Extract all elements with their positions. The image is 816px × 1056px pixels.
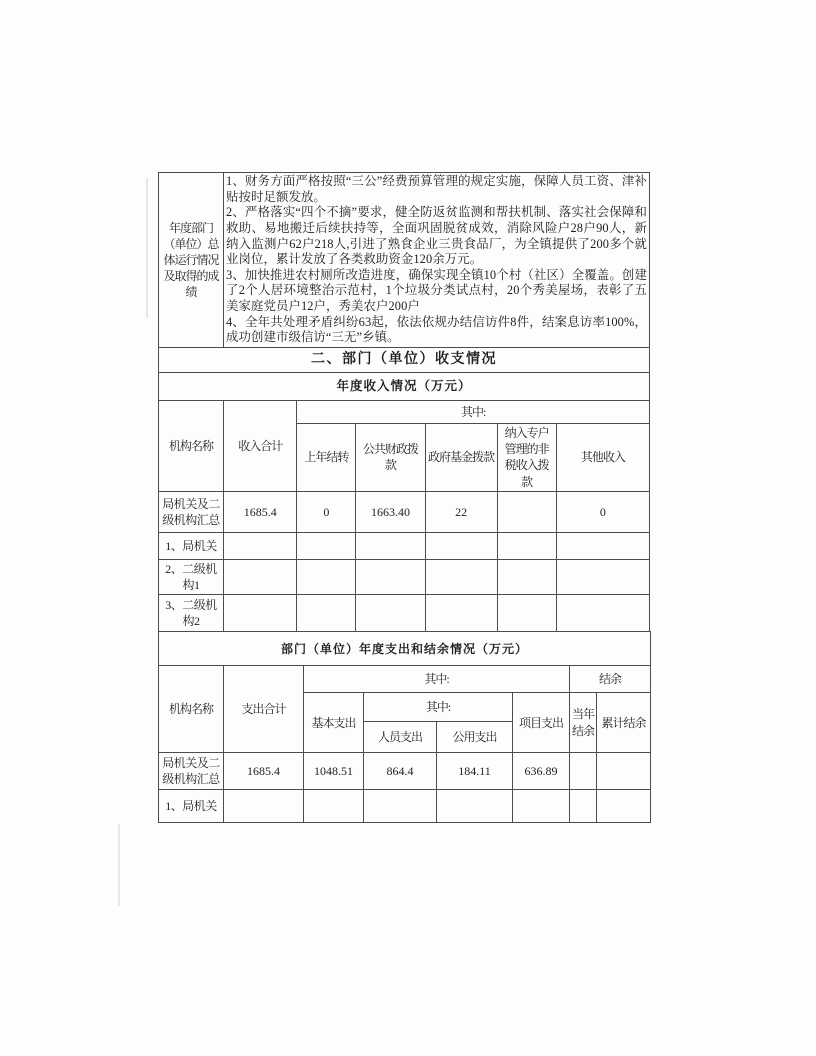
income-row — [159, 491, 650, 532]
expenditure-header-current-balance: 当年结余 — [570, 693, 597, 753]
income-cell — [497, 559, 556, 594]
expenditure-cell: 1048.51 — [304, 753, 364, 790]
expenditure-cell — [597, 790, 651, 823]
income-row-name: 3、二级机构2 — [159, 595, 224, 632]
expenditure-header-balance: 结余 — [570, 666, 651, 693]
expenditure-header-public: 公用支出 — [437, 722, 513, 753]
income-cell — [224, 559, 297, 594]
income-cell — [297, 532, 356, 559]
income-cell — [356, 532, 425, 559]
expenditure-cell — [304, 790, 364, 823]
income-row-name: 局机关及二级机构汇总 — [159, 491, 224, 532]
income-cell: 0 — [556, 491, 649, 532]
income-cell — [425, 595, 497, 632]
overview-paragraph: 3、加快推进农村厕所改造进度，确保实现全镇10个村（社区）全覆盖。创建了2个人居环境整治示范村，1个垃圾分类试点村，20个秀美屋场，表彰了五美家庭党员户12户，秀美农户200户 — [226, 267, 647, 313]
income-header-nontax: 纳入专户管理的非税收入拨款 — [497, 424, 556, 492]
expenditure-header-cumulative-balance: 累计结余 — [597, 693, 651, 753]
income-cell: 1685.4 — [224, 491, 297, 532]
income-cell — [224, 595, 297, 632]
income-cell — [425, 532, 497, 559]
overview-paragraph: 4、全年共处理矛盾纠纷63起，依法依规办结信访件8件，结案息访率100%，成功创建市级信访“三无”乡镇。 — [226, 314, 647, 345]
income-row-name: 1、局机关 — [159, 532, 224, 559]
income-cell — [556, 532, 649, 559]
income-cell: 22 — [425, 491, 497, 532]
expenditure-cell: 864.4 — [364, 753, 437, 790]
expenditure-header-among: 其中: — [304, 666, 570, 693]
income-cell: 0 — [297, 491, 356, 532]
expenditure-cell — [570, 790, 597, 823]
expenditure-header-org: 机构名称 — [159, 666, 224, 753]
income-row — [159, 559, 650, 594]
expenditure-cell — [364, 790, 437, 823]
expenditure-cell: 636.89 — [513, 753, 570, 790]
expenditure-cell — [513, 790, 570, 823]
expenditure-cell — [570, 753, 597, 790]
income-row — [159, 532, 650, 559]
overview-label: 年度部门（单位）总体运行情况及取得的成绩 — [159, 173, 224, 348]
expenditure-section-title: 部门（单位）年度支出和结余情况（万元） — [159, 632, 651, 666]
expenditure-cell: 184.11 — [437, 753, 513, 790]
income-cell — [497, 491, 556, 532]
expenditure-header-project: 项目支出 — [513, 693, 570, 753]
expenditure-header-among-2: 其中: — [364, 693, 513, 722]
income-row-name: 2、二级机构1 — [159, 559, 224, 594]
expenditure-row — [159, 753, 651, 790]
income-header-total: 收入合计 — [224, 401, 297, 492]
income-header-org: 机构名称 — [159, 401, 224, 492]
income-header-other: 其他收入 — [556, 424, 649, 492]
income-row — [159, 595, 650, 632]
income-header-carryover: 上年结转 — [297, 424, 356, 492]
expenditure-header-total: 支出合计 — [224, 666, 304, 753]
expenditure-cell — [597, 753, 651, 790]
section-title: 二、部门（单位）收支情况 — [158, 347, 650, 373]
overview-row — [159, 173, 650, 348]
expenditure-header-personnel: 人员支出 — [364, 722, 437, 753]
income-header-public-finance: 公共财政拨款 — [356, 424, 425, 492]
income-cell — [556, 595, 649, 632]
income-cell: 1663.40 — [356, 491, 425, 532]
overview-section — [158, 172, 650, 348]
income-cell — [356, 559, 425, 594]
overview-content — [224, 173, 650, 348]
scan-artifact — [118, 824, 120, 906]
expenditure-header-basic: 基本支出 — [304, 693, 364, 753]
expenditure-row — [159, 790, 651, 823]
expenditure-table — [158, 631, 651, 823]
income-section-title: 年度收入情况（万元） — [158, 372, 650, 401]
income-cell — [297, 595, 356, 632]
expenditure-header-row-1 — [159, 666, 651, 693]
expenditure-row-name: 1、局机关 — [159, 790, 224, 823]
income-cell — [425, 559, 497, 594]
overview-paragraph: 1、财务方面严格按照“三公”经费预算管理的规定实施，保障人员工资、津补贴按时足额发放。 — [226, 174, 647, 204]
expenditure-cell — [437, 790, 513, 823]
income-table — [158, 400, 650, 632]
expenditure-cell: 1685.4 — [224, 753, 304, 790]
expenditure-row-name: 局机关及二级机构汇总 — [159, 753, 224, 790]
expenditure-title-row — [159, 632, 651, 666]
income-cell — [224, 532, 297, 559]
expenditure-cell — [224, 790, 304, 823]
overview-paragraph: 2、严格落实“四个不摘”要求，健全防返贫监测和帮扶机制、落实社会保障和救助、易地搬迁后续扶持等，全面巩固脱贫成效，消除风险户28户90人，新纳入监测户62户218人,引进了熟食企业三贵食品厂，为全镇提供了200多个就业岗位，累计发放了各类救助资金120余万元。 — [226, 205, 647, 267]
budget-tables — [158, 172, 650, 823]
income-header-gov-fund: 政府基金拨款 — [425, 424, 497, 492]
scan-artifact — [146, 178, 148, 318]
income-header-row-1 — [159, 401, 650, 424]
income-cell — [497, 532, 556, 559]
income-cell — [556, 559, 649, 594]
income-cell — [356, 595, 425, 632]
income-cell — [297, 559, 356, 594]
income-header-among: 其中: — [297, 401, 650, 424]
income-cell — [497, 595, 556, 632]
